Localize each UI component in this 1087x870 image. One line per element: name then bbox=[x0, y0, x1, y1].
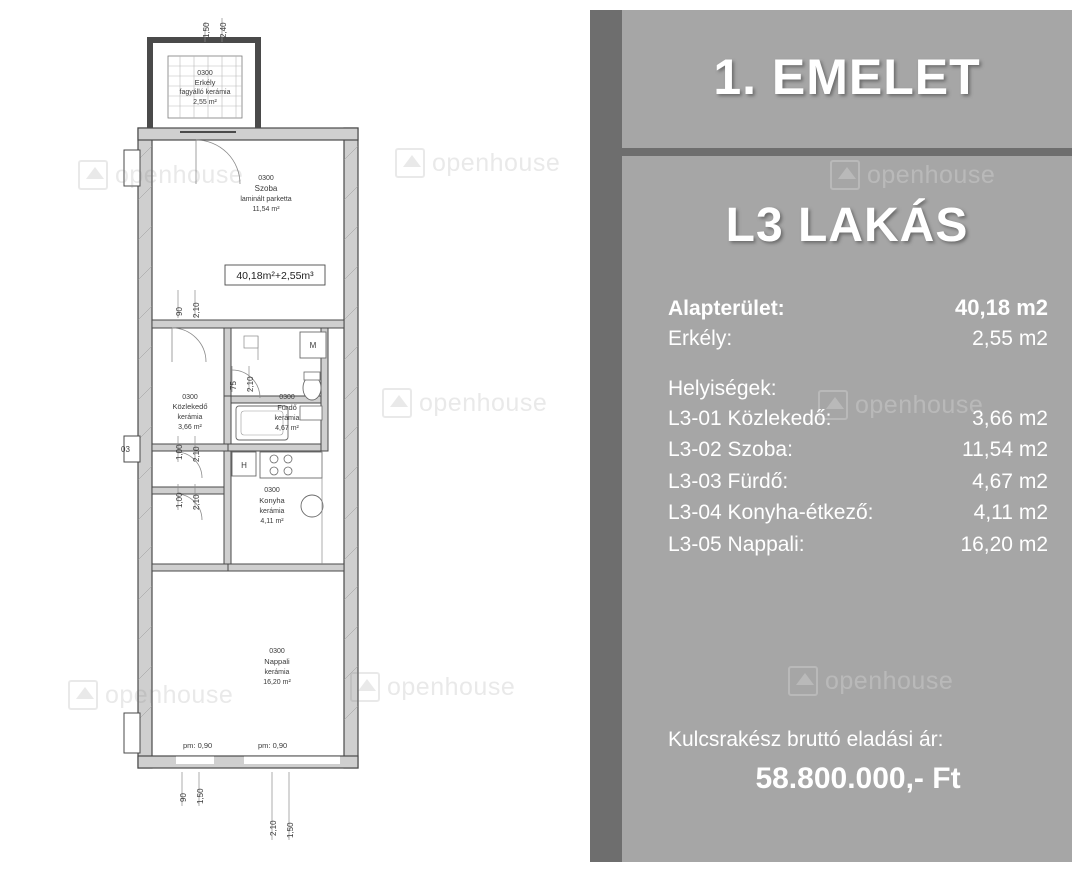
plan-dimension: 75 bbox=[229, 381, 238, 390]
openhouse-logo-icon bbox=[830, 160, 860, 190]
plan-dimension: 2,10 bbox=[192, 494, 201, 510]
room-label: L3-02 Szoba: bbox=[668, 438, 793, 462]
plan-dimension: 1,00 bbox=[175, 444, 184, 460]
plan-room-code: 0300 bbox=[264, 487, 280, 494]
plan-room-name: Erkély bbox=[194, 78, 216, 87]
total-area-row bbox=[668, 292, 1048, 324]
plan-room-name: Közlekedő bbox=[172, 402, 208, 411]
room-row bbox=[668, 434, 1048, 466]
apartment-title-band bbox=[622, 190, 1072, 260]
watermark-text: openhouse bbox=[825, 666, 954, 695]
plan-dimension: 2,10 bbox=[192, 302, 201, 318]
openhouse-logo-icon bbox=[788, 666, 818, 696]
watermark-text: openhouse bbox=[419, 388, 548, 417]
plan-room-finish: kerámia bbox=[274, 415, 300, 422]
plan-marker-washer: M bbox=[309, 341, 317, 350]
price-value: 58.800.000,- Ft bbox=[755, 762, 961, 795]
plan-total-area bbox=[225, 265, 325, 285]
room-value: 4,11 m2 bbox=[973, 501, 1048, 525]
room-value: 3,66 m2 bbox=[972, 406, 1048, 430]
plan-room-finish: kerámia bbox=[264, 669, 290, 676]
plan-room-area: 3,66 m² bbox=[178, 424, 202, 431]
plan-dimension: pm: 0,90 bbox=[183, 741, 213, 750]
apartment-info-panel bbox=[590, 10, 1072, 862]
plan-room-name: Fürdő bbox=[277, 403, 297, 412]
plan-room-finish: kerámia bbox=[259, 508, 285, 515]
plan-room-code: 0300 bbox=[258, 175, 274, 182]
plan-room-area: 16,20 m² bbox=[263, 679, 291, 686]
panel-divider bbox=[622, 148, 1072, 156]
plan-room-name: Konyha bbox=[259, 496, 285, 505]
apartment-title: L3 LAKÁS bbox=[725, 198, 969, 252]
room-label: L3-01 Közlekedő: bbox=[668, 406, 832, 430]
svg-text:40,18m²+2,55m³: 40,18m²+2,55m³ bbox=[236, 270, 314, 282]
plan-room-code: 0300 bbox=[197, 70, 213, 77]
plan-room-finish: fagyálló kerámia bbox=[179, 89, 231, 96]
apartment-details bbox=[668, 292, 1048, 560]
plan-dimension: pm: 0,90 bbox=[258, 741, 288, 750]
panel-accent-bar bbox=[590, 10, 622, 862]
plan-dimension: 1,50 bbox=[202, 22, 211, 38]
plan-room-name: Nappali bbox=[264, 657, 290, 666]
room-row bbox=[668, 497, 1048, 529]
watermark bbox=[788, 666, 953, 696]
floor-title: 1. EMELET bbox=[713, 48, 981, 105]
plan-dimension: 1,50 bbox=[196, 788, 205, 804]
total-area-label: Alapterület: bbox=[668, 297, 785, 320]
room-label: L3-04 Konyha-étkező: bbox=[668, 501, 874, 525]
rooms-heading: Helyiségek: bbox=[668, 376, 777, 400]
room-row bbox=[668, 403, 1048, 435]
plan-room-area: 4,11 m² bbox=[260, 518, 284, 525]
plan-dimension: 1,00 bbox=[175, 492, 184, 508]
plan-dimension: 2,10 bbox=[246, 376, 255, 392]
balcony-area-row bbox=[668, 324, 1048, 354]
balcony-area-label: Erkély: bbox=[668, 327, 733, 351]
balcony-area-value: 2,55 m2 bbox=[972, 327, 1048, 351]
watermark-text: openhouse bbox=[855, 390, 984, 419]
plan-room-code: 0300 bbox=[182, 394, 198, 401]
plan-dimension: 1,50 bbox=[286, 822, 295, 838]
watermark-text: openhouse bbox=[432, 148, 561, 177]
watermark-text: openhouse bbox=[115, 160, 244, 189]
watermark bbox=[830, 160, 995, 190]
plan-room-area: 4,67 m² bbox=[275, 425, 299, 432]
plan-dimension: 90 bbox=[175, 307, 184, 316]
room-label: L3-03 Fürdő: bbox=[668, 469, 789, 493]
watermark-text: openhouse bbox=[387, 672, 516, 701]
watermark-text: openhouse bbox=[867, 160, 996, 189]
room-row bbox=[668, 466, 1048, 498]
plan-room-code: 0300 bbox=[269, 648, 285, 655]
plan-room-area: 2,55 m² bbox=[193, 99, 217, 106]
plan-dimension: 2,10 bbox=[269, 820, 278, 836]
price-label: Kulcsrakész bruttó eladási ár: bbox=[668, 728, 944, 751]
plan-room-area: 11,54 m² bbox=[252, 206, 280, 213]
plan-room-finish: laminált parketta bbox=[240, 196, 292, 203]
room-value: 11,54 m2 bbox=[962, 438, 1048, 462]
room-label: L3-05 Nappali: bbox=[668, 532, 805, 556]
floor-title-band bbox=[622, 10, 1072, 143]
plan-dimension: 2,10 bbox=[192, 446, 201, 462]
total-area-value: 40,18 m2 bbox=[955, 295, 1048, 320]
plan-dimension: 90 bbox=[179, 793, 188, 802]
plan-room-finish: kerámia bbox=[177, 414, 203, 421]
room-row bbox=[668, 529, 1048, 561]
price-block bbox=[668, 728, 1048, 796]
room-value: 4,67 m2 bbox=[972, 469, 1048, 493]
plan-marker-fridge: H bbox=[241, 461, 247, 470]
plan-room-code: 0300 bbox=[279, 394, 295, 401]
room-value: 16,20 m2 bbox=[960, 532, 1048, 556]
watermark-text: openhouse bbox=[105, 680, 234, 709]
plan-dimension: 03 bbox=[121, 445, 130, 454]
plan-dimension: 2,40 bbox=[219, 22, 228, 38]
plan-room-name: Szoba bbox=[254, 184, 278, 193]
